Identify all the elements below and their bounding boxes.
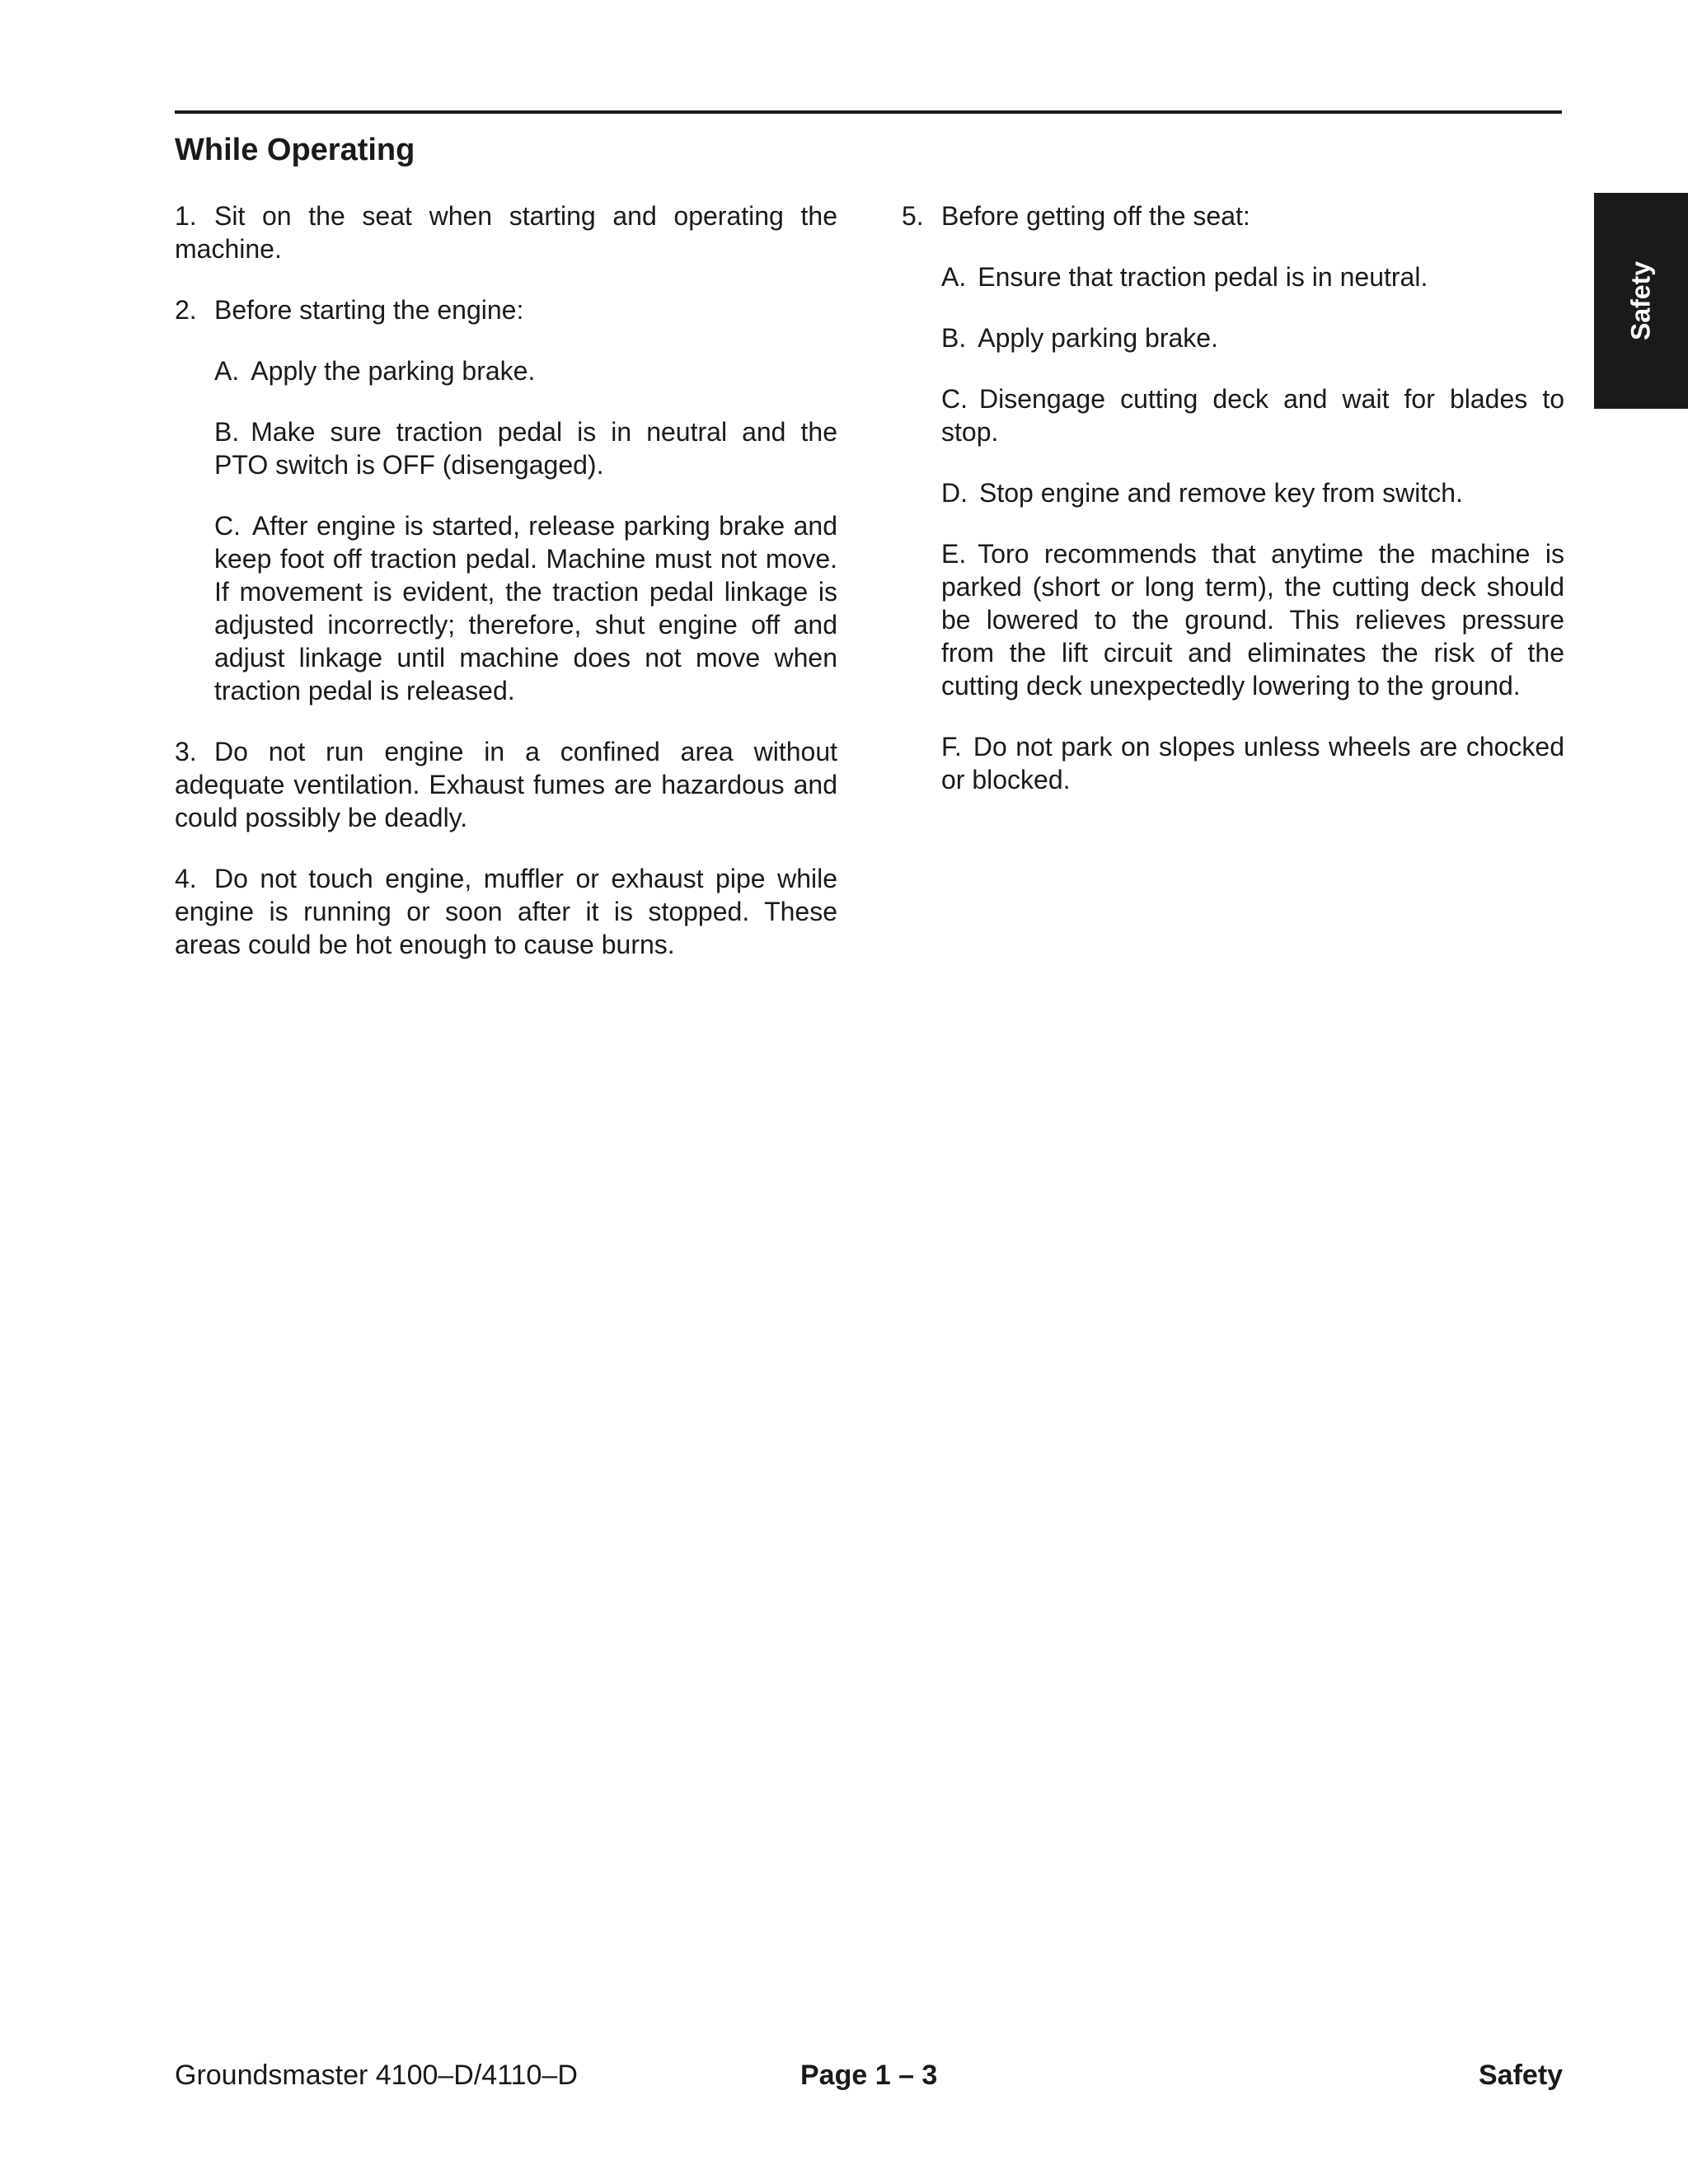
sub-item: F. Do not park on slopes unless wheels are chocked or blocked.: [941, 732, 1564, 794]
list-item: 1. Sit on the seat when starting and operating the machine.: [175, 201, 837, 264]
sub-item: C. Disengage cutting deck and wait for blades to stop.: [941, 384, 1564, 447]
footer-model: Groundsmaster 4100–D/4110–D: [175, 2060, 578, 2091]
sub-item: B. Make sure traction pedal is in neutral and the PTO switch is OFF (disengaged).: [214, 417, 837, 480]
left-column: [175, 199, 837, 989]
header-rule: [175, 110, 1562, 114]
side-tab-safety[interactable]: [1594, 193, 1688, 409]
list-item: 3. Do not run engine in a confined area without adequate ventilation. Exhaust fumes are hazardous and could possibly be deadly.: [175, 737, 837, 832]
footer-section: Safety: [1479, 2060, 1564, 2091]
sub-item: D. Stop engine and remove key from switch.: [941, 478, 1463, 508]
side-tab-label: Safety: [1625, 260, 1656, 341]
sub-item: A. Ensure that traction pedal is in neutral.: [941, 262, 1428, 292]
list-item: 4. Do not touch engine, muffler or exhaust pipe while engine is running or soon after it is stopped. These areas could be hot enough to cause burns.: [175, 864, 837, 959]
right-column: [902, 199, 1564, 824]
sub-item: A. Apply the parking brake.: [214, 356, 536, 386]
sub-item: C. After engine is started, release parking brake and keep foot off traction pedal. Machine must not move. If movement is evident, the traction pedal linkage is adjusted incorrectly; therefore, shut engine off and adjust linkage until machine does not move when traction pedal is released.: [214, 511, 837, 705]
footer-page-number: Page 1 – 3: [800, 2060, 938, 2091]
section-title: While Operating: [175, 133, 415, 167]
list-item: 2. Before starting the engine:: [175, 295, 524, 325]
list-item: 5. Before getting off the seat:: [902, 201, 1250, 231]
sub-item: B. Apply parking brake.: [941, 323, 1218, 353]
sub-item: E. Toro recommends that anytime the machine is parked (short or long term), the cutting deck should be lowered to the ground. This relieves pressure from the lift circuit and eliminates the risk of the cutting deck unexpectedly lowering to the ground.: [941, 539, 1564, 701]
